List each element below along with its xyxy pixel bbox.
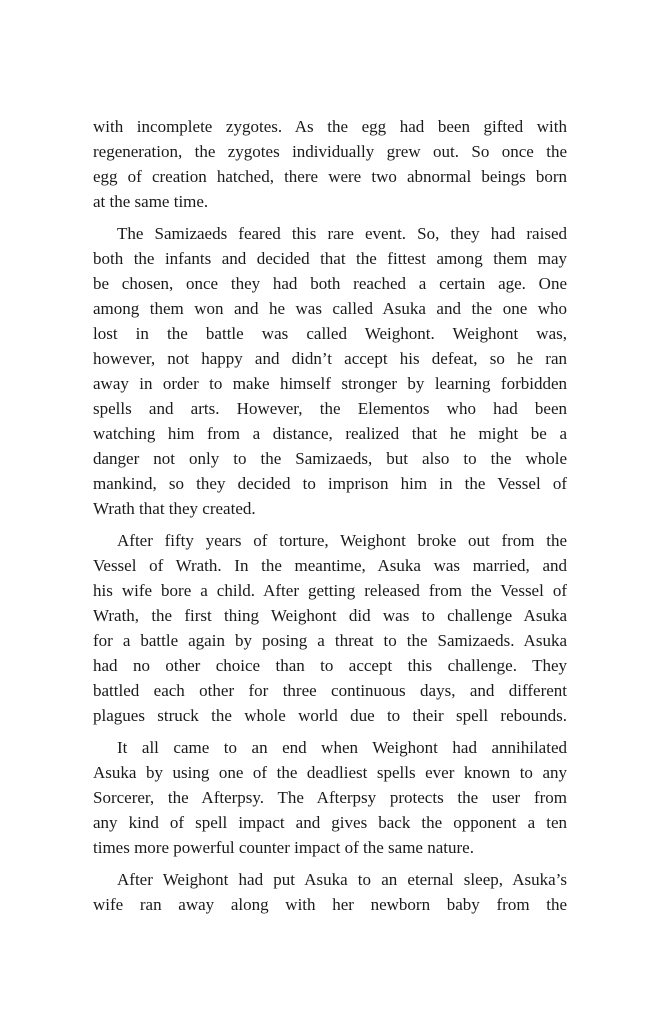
text-line: away in order to make himself stronger by learning forbidden	[93, 374, 567, 393]
text-line: times more powerful counter impact of the same nature.	[93, 838, 474, 857]
paragraph	[93, 528, 567, 728]
text-line: After Weighont had put Asuka to an eternal sleep, Asuka’s	[117, 870, 567, 889]
text-line: spells and arts. However, the Elementos who had been	[93, 399, 567, 418]
page-text	[93, 114, 567, 917]
text-line: Sorcerer, the Afterpsy. The Afterpsy protects the user from	[93, 788, 567, 807]
text-line: had no other choice than to accept this challenge. They	[93, 656, 567, 675]
text-line: egg of creation hatched, there were two abnormal beings born	[93, 167, 567, 186]
text-line: Wrath that they created.	[93, 499, 256, 518]
text-line: however, not happy and didn’t accept his defeat, so he ran	[93, 349, 567, 368]
text-line: battled each other for three continuous days, and different	[93, 681, 567, 700]
text-line: The Samizaeds feared this rare event. So, they had raised	[117, 224, 567, 243]
text-line: wife ran away along with her newborn baby from the	[93, 895, 567, 914]
text-line: plagues struck the whole world due to their spell rebounds.	[93, 706, 567, 725]
text-line: his wife bore a child. After getting released from the Vessel of	[93, 581, 567, 600]
paragraph	[93, 735, 567, 860]
text-line: among them won and he was called Asuka and the one who	[93, 299, 567, 318]
text-line: Asuka by using one of the deadliest spells ever known to any	[93, 763, 567, 782]
text-line: Wrath, the first thing Weighont did was to challenge Asuka	[93, 606, 567, 625]
text-line: lost in the battle was called Weighont. Weighont was,	[93, 324, 567, 343]
text-line: Vessel of Wrath. In the meantime, Asuka was married, and	[93, 556, 567, 575]
paragraph	[93, 867, 567, 917]
text-line: After fifty years of torture, Weighont broke out from the	[117, 531, 567, 550]
text-line: with incomplete zygotes. As the egg had been gifted with	[93, 117, 567, 136]
text-line: any kind of spell impact and gives back the opponent a ten	[93, 813, 567, 832]
text-line: at the same time.	[93, 192, 209, 211]
text-line: regeneration, the zygotes individually grew out. So once the	[93, 142, 567, 161]
paragraph	[93, 221, 567, 521]
text-line: It all came to an end when Weighont had annihilated	[117, 738, 567, 757]
paragraph	[93, 114, 567, 214]
text-line: for a battle again by posing a threat to the Samizaeds. Asuka	[93, 631, 567, 650]
text-line: danger not only to the Samizaeds, but also to the whole	[93, 449, 567, 468]
text-line: both the infants and decided that the fittest among them may	[93, 249, 567, 268]
text-line: watching him from a distance, realized that he might be a	[93, 424, 567, 443]
text-line: be chosen, once they had both reached a certain age. One	[93, 274, 567, 293]
text-line: mankind, so they decided to imprison him in the Vessel of	[93, 474, 567, 493]
